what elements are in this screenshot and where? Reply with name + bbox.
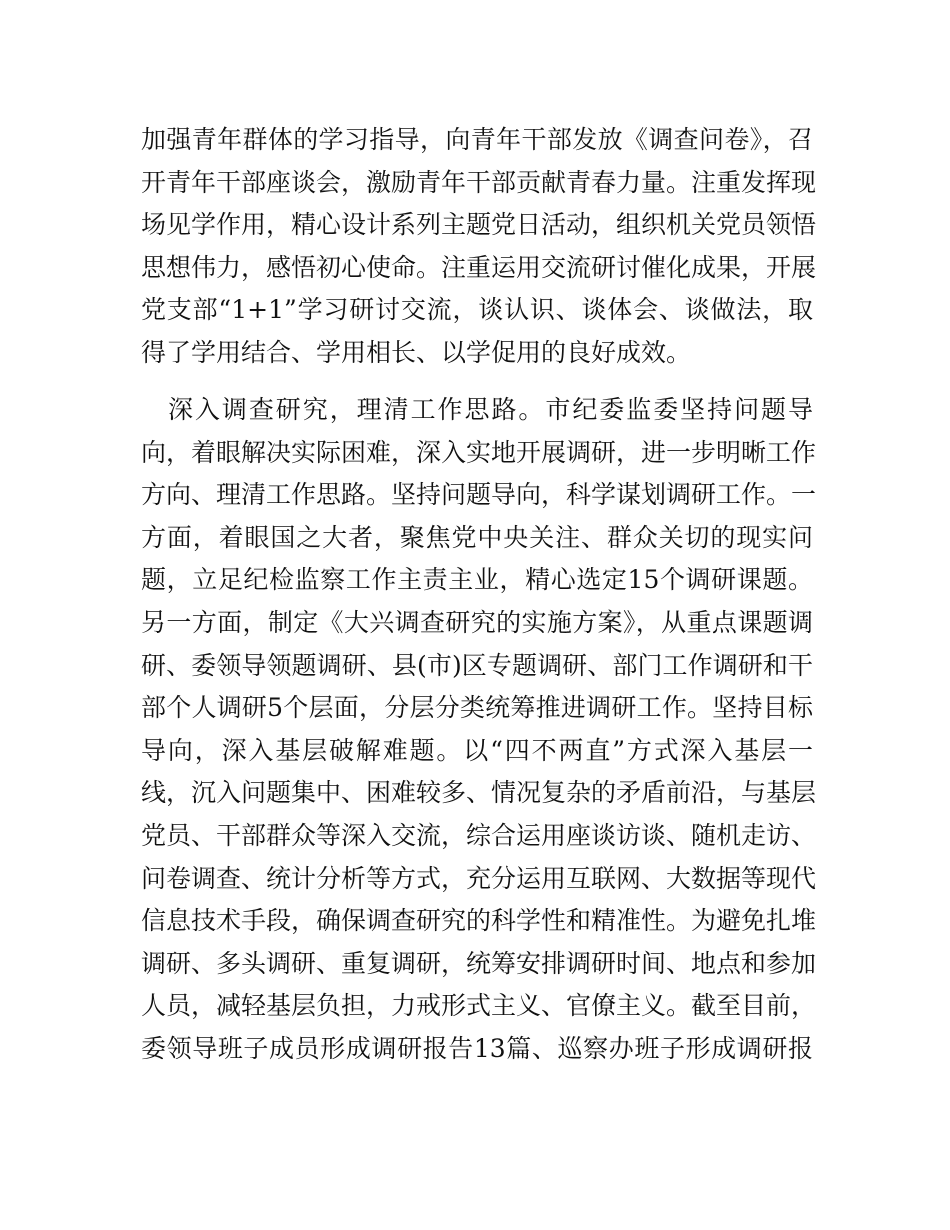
paragraph-1 bbox=[141, 119, 817, 375]
text-line: 开青年干部座谈会，激励青年干部贡献青春力量。注重发挥现 bbox=[141, 167, 817, 197]
text-line: 信息技术手段，确保调查研究的科学性和精准性。为避免扎堆 bbox=[141, 906, 817, 936]
text-line: 党员、干部群众等深入交流，综合运用座谈访谈、随机走访、 bbox=[141, 820, 817, 850]
text-line: 线，沉入问题集中、困难较多、情况复杂的矛盾前沿，与基层 bbox=[141, 778, 817, 808]
text-line: 人员，减轻基层负担，力戒形式主义、官僚主义。截至目前， bbox=[141, 991, 817, 1021]
text-line: 思想伟力，感悟初心使命。注重运用交流研讨催化成果，开展 bbox=[141, 252, 817, 282]
text-line: 场见学作用，精心设计系列主题党日活动，组织机关党员领悟 bbox=[141, 210, 817, 240]
paragraph-2 bbox=[141, 389, 817, 1071]
text-line: 方向、理清工作思路。坚持问题导向，科学谋划调研工作。一 bbox=[141, 480, 817, 510]
text-line: 向，着眼解决实际困难，深入实地开展调研，进一步明晰工作 bbox=[141, 437, 817, 467]
text-line: 另一方面，制定《大兴调查研究的实施方案》，从重点课题调 bbox=[141, 607, 813, 637]
text-line: 导向，深入基层破解难题。以“四不两直”方式深入基层一 bbox=[141, 735, 813, 765]
text-line: 研、委领导领题调研、县(市)区专题调研、部门工作调研和干 bbox=[141, 650, 813, 680]
text-line: 题，立足纪检监察工作主责主业，精心选定15个调研课题。 bbox=[141, 565, 813, 595]
text-line: 加强青年群体的学习指导，向青年干部发放《调查问卷》，召 bbox=[141, 125, 813, 154]
text-line: 部个人调研5个层面，分层分类统筹推进调研工作。坚持目标 bbox=[141, 693, 813, 723]
text-line: 问卷调查、统计分析等方式，充分运用互联网、大数据等现代 bbox=[141, 863, 817, 893]
text-line: 调研、多头调研、重复调研，统筹安排调研时间、地点和参加 bbox=[141, 948, 817, 978]
text-line: 党支部“1+1”学习研讨交流，谈认识、谈体会、谈做法，取 bbox=[141, 295, 813, 325]
text-line: 得了学用结合、学用相长、以学促用的良好成效。 bbox=[141, 337, 692, 367]
text-line: 委领导班子成员形成调研报告13篇、巡察办班子形成调研报 bbox=[141, 1033, 813, 1063]
text-line: 深入调查研究，理清工作思路。市纪委监委坚持问题导 bbox=[141, 395, 813, 424]
text-line: 方面，着眼国之大者，聚焦党中央关注、群众关切的现实问 bbox=[141, 522, 813, 552]
